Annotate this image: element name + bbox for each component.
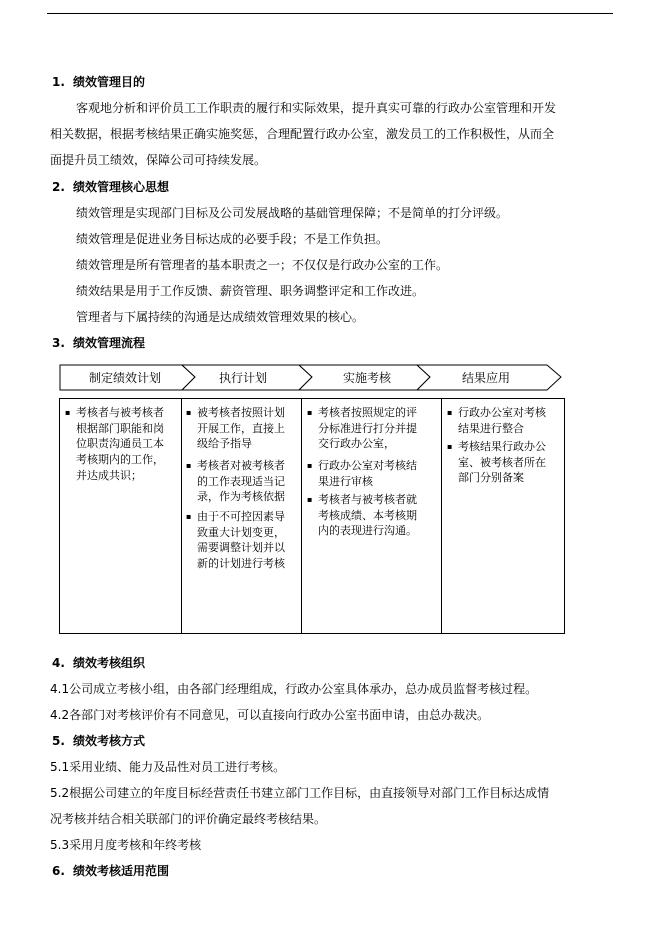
paragraph-line: 面提升员工绩效，保障公司可持续发展。 [50, 153, 267, 167]
paragraph-line: 管理者与下属持续的沟通是达成绩效管理效果的核心。 [76, 310, 365, 324]
flow-step-label: 结果应用 [461, 371, 510, 385]
paragraph-line: 4.2各部门对考核评价有不同意见，可以直接向行政办公室书面申请，由总办裁决。 [50, 708, 490, 722]
flow-bullet-item: ▪ 行政办公室对考核结 果进行审核 [307, 459, 417, 488]
paragraph-line: 4.1公司成立考核小组，由各部门经理组成，行政办公室具体承办，总办成员监督考核过程。 [50, 682, 538, 696]
flow-bullet-item: ▪ 考核者对被考核者 的工作表现适当记 录，作为考核依据 [186, 459, 285, 504]
flow-bullet-item: ▪ 考核者与被考核者就 考核成绩、本考核期 内的表现进行沟通。 [307, 493, 417, 538]
flow-step-label: 执行计划 [218, 371, 267, 385]
flow-bullet-item: ▪ 被考核者按照计划 开展工作，直接上 级给予指导 [186, 406, 285, 451]
paragraph-line: 客观地分析和评价员工工作职责的履行和实际效果，提升真实可靠的行政办公室管理和开发 [76, 101, 557, 115]
paragraph-line: 绩效管理是实现部门目标及公司发展战略的基础管理保障；不是简单的打分评级。 [76, 206, 509, 220]
flow-bullet-item: ▪ 考核结果行政办公 室、被考核者所在 部门分别备案 [447, 440, 546, 485]
paragraph-line: 绩效管理是所有管理者的基本职责之一；不仅仅是行政办公室的工作。 [76, 258, 449, 272]
paragraph-line: 绩效结果是用于工作反馈、薪资管理、职务调整评定和工作改进。 [76, 284, 425, 298]
paragraph-line: 5.3采用月度考核和年终考核 [50, 838, 202, 852]
column-divider [441, 399, 442, 633]
flow-step-label: 实施考核 [342, 371, 391, 385]
section-heading-3: 3. 绩效管理流程 [52, 336, 146, 350]
flow-bullet-item: ▪ 考核者按照规定的评 分标准进行打分并提 交行政办公室， [307, 406, 417, 451]
process-flow-arrows [0, 0, 662, 400]
flow-bullet-item: ▪ 考核者与被考核者 根据部门职能和岗 位职责沟通员工本 考核期内的工作， 并达成共识； [65, 406, 164, 482]
flow-step-label: 制定绩效计划 [88, 371, 161, 385]
flow-detail-boxes [59, 398, 565, 634]
paragraph-line: 5.2根据公司建立的年度目标经营责任书建立部门工作目标，由直接领导对部门工作目标达成情 [50, 786, 550, 800]
column-divider [301, 399, 302, 633]
column-divider [181, 399, 182, 633]
paragraph-line: 绩效管理是促进业务目标达成的必要手段；不是工作负担。 [76, 232, 389, 246]
flow-bullet-item: ▪ 由于不可控因素导 致重大计划变更， 需要调整计划并以 新的计划进行考核 [186, 510, 285, 571]
paragraph-line: 况考核并结合相关联部门的评价确定最终考核结果。 [50, 812, 327, 826]
section-heading-6: 6. 绩效考核适用范围 [52, 864, 170, 878]
paragraph-line: 相关数据，根据考核结果正确实施奖惩，合理配置行政办公室，激发员工的工作积极性，从而全 [50, 127, 555, 141]
paragraph-line: 5.1采用业绩、能力及品性对员工进行考核。 [50, 760, 286, 774]
section-heading-4: 4. 绩效考核组织 [52, 656, 146, 670]
flow-bullet-item: ▪ 行政办公室对考核 结果进行整合 [447, 406, 546, 435]
section-heading-2: 2. 绩效管理核心思想 [52, 180, 170, 194]
section-heading-1: 1. 绩效管理目的 [52, 75, 146, 89]
section-heading-5: 5. 绩效考核方式 [52, 734, 146, 748]
